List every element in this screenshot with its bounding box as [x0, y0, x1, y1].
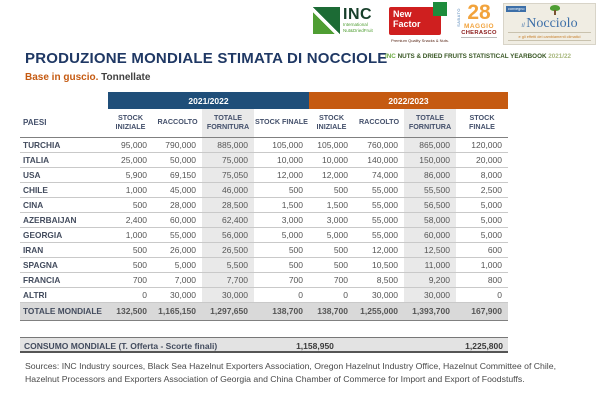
- column-header: STOCK FINALE: [254, 109, 309, 137]
- value-cell: 9,200: [404, 272, 456, 287]
- value-cell: 30,000: [354, 287, 404, 302]
- column-header: TOTALE FORNITURA: [404, 109, 456, 137]
- value-cell: 5,000: [456, 227, 508, 242]
- new-factor-box: [389, 7, 441, 35]
- value-cell: 500: [309, 182, 354, 197]
- table-row: [20, 212, 508, 227]
- value-cell: 28,500: [202, 197, 254, 212]
- value-cell: 0: [309, 287, 354, 302]
- value-cell: 5,000: [153, 257, 202, 272]
- value-cell: 8,000: [456, 167, 508, 182]
- value-cell: 55,000: [354, 197, 404, 212]
- column-header: STOCK FINALE: [456, 109, 508, 137]
- inc-logo-name: INC: [343, 6, 373, 23]
- value-cell: 500: [108, 257, 153, 272]
- value-cell: 105,000: [254, 137, 309, 152]
- season-header-2021-2022: 2021/2022: [108, 92, 309, 109]
- value-cell: 55,000: [354, 227, 404, 242]
- value-cell: 69,150: [153, 167, 202, 182]
- value-cell: 7,000: [153, 272, 202, 287]
- column-header-row: [20, 109, 508, 137]
- sources-note: Sources: INC Industry sources, Black Sea Hazelnut Exporters Association, Oregon Hazelnut Industry Office, Hazelnut Committee of Chile, Hazelnut Processors and Exporters Association of Georgia and China Chamber of Commerce for Import and Export of Foodstuffs.: [25, 361, 556, 385]
- country-cell: CINA: [20, 197, 108, 212]
- value-cell: 25,000: [108, 152, 153, 167]
- value-cell: 0: [108, 287, 153, 302]
- yearbook-inc: INC: [385, 53, 398, 60]
- country-cell: GEORGIA: [20, 227, 108, 242]
- table-row: [20, 137, 508, 152]
- value-cell: 885,000: [202, 137, 254, 152]
- consumo-value-2021-2022: 1,158,950: [296, 341, 334, 351]
- consumo-mondiale-row: [20, 337, 508, 353]
- cherasco-divider: [461, 37, 497, 38]
- value-cell: 56,500: [404, 197, 456, 212]
- value-cell: 600: [456, 242, 508, 257]
- table-row: [20, 257, 508, 272]
- cherasco-day: SABATO: [455, 8, 461, 27]
- value-cell: 120,000: [456, 137, 508, 152]
- total-value-cell: 1,297,650: [202, 302, 254, 320]
- production-table: [20, 92, 508, 321]
- value-cell: 30,000: [404, 287, 456, 302]
- value-cell: 55,500: [404, 182, 456, 197]
- value-cell: 1,500: [254, 197, 309, 212]
- value-cell: 20,000: [456, 152, 508, 167]
- value-cell: 5,500: [202, 257, 254, 272]
- page-subtitle: [25, 72, 150, 83]
- value-cell: 700: [254, 272, 309, 287]
- value-cell: 700: [309, 272, 354, 287]
- value-cell: 10,000: [309, 152, 354, 167]
- new-factor-tagline: Premium Quality Snacks & Nuts.: [390, 38, 450, 43]
- total-value-cell: 138,700: [309, 302, 354, 320]
- value-cell: 75,050: [202, 167, 254, 182]
- new-factor-line2: Factor: [393, 18, 421, 29]
- total-value-cell: 138,700: [254, 302, 309, 320]
- country-cell: TURCHIA: [20, 137, 108, 152]
- total-label-cell: TOTALE MONDIALE: [20, 302, 108, 320]
- column-header: RACCOLTO: [354, 109, 404, 137]
- value-cell: 74,000: [354, 167, 404, 182]
- nocciolo-il: il: [521, 23, 527, 29]
- nocciolo-name: Nocciolo: [526, 16, 578, 31]
- inc-logo-icon: [313, 7, 340, 34]
- value-cell: 50,000: [153, 152, 202, 167]
- table-row: [20, 197, 508, 212]
- value-cell: 500: [254, 257, 309, 272]
- inc-logo-text: [343, 7, 373, 33]
- inc-logo-line1: International: [343, 22, 368, 28]
- table-row: [20, 152, 508, 167]
- new-factor-line1: New: [393, 9, 412, 19]
- country-cell: USA: [20, 167, 108, 182]
- yearbook-caption: [385, 53, 571, 60]
- value-cell: 12,500: [404, 242, 456, 257]
- value-cell: 500: [309, 257, 354, 272]
- value-cell: 1,000: [456, 257, 508, 272]
- country-cell: AZERBAIJAN: [20, 212, 108, 227]
- value-cell: 12,000: [354, 242, 404, 257]
- value-cell: 5,900: [108, 167, 153, 182]
- table-row: [20, 227, 508, 242]
- country-cell: IRAN: [20, 242, 108, 257]
- value-cell: 500: [254, 242, 309, 257]
- value-cell: 10,000: [254, 152, 309, 167]
- country-cell: ALTRI: [20, 287, 108, 302]
- country-cell: ITALIA: [20, 152, 108, 167]
- total-value-cell: 1,393,700: [404, 302, 456, 320]
- page-title: PRODUZIONE MONDIALE STIMATA DI NOCCIOLE: [25, 50, 388, 67]
- country-cell: SPAGNA: [20, 257, 108, 272]
- value-cell: 7,700: [202, 272, 254, 287]
- cherasco-date: 28: [467, 1, 491, 24]
- value-cell: 5,000: [254, 227, 309, 242]
- value-cell: 2,400: [108, 212, 153, 227]
- country-cell: CHILE: [20, 182, 108, 197]
- value-cell: 8,500: [354, 272, 404, 287]
- total-row: [20, 302, 508, 320]
- table-row: [20, 287, 508, 302]
- country-cell: FRANCIA: [20, 272, 108, 287]
- nocciolo-logo: [503, 3, 596, 45]
- season-header-2022-2023: 2022/2023: [309, 92, 508, 109]
- column-header: STOCK INIZIALE: [108, 109, 153, 137]
- nocciolo-badge: convegno: [508, 7, 525, 11]
- value-cell: 62,400: [202, 212, 254, 227]
- value-cell: 12,000: [254, 167, 309, 182]
- value-cell: 3,000: [254, 212, 309, 227]
- value-cell: 58,000: [404, 212, 456, 227]
- value-cell: 5,000: [309, 227, 354, 242]
- value-cell: 1,000: [108, 227, 153, 242]
- value-cell: 60,000: [153, 212, 202, 227]
- value-cell: 30,000: [202, 287, 254, 302]
- column-header: STOCK INIZIALE: [309, 109, 354, 137]
- value-cell: 500: [108, 242, 153, 257]
- total-value-cell: 167,900: [456, 302, 508, 320]
- column-header: RACCOLTO: [153, 109, 202, 137]
- value-cell: 5,000: [456, 197, 508, 212]
- table-row: [20, 167, 508, 182]
- value-cell: 105,000: [309, 137, 354, 152]
- value-cell: 0: [254, 287, 309, 302]
- column-header-paesi: PAESI: [20, 109, 108, 137]
- value-cell: 75,000: [202, 152, 254, 167]
- value-cell: 150,000: [404, 152, 456, 167]
- value-cell: 46,000: [202, 182, 254, 197]
- value-cell: 1,000: [108, 182, 153, 197]
- cherasco-event-logo: [456, 3, 502, 47]
- value-cell: 0: [456, 287, 508, 302]
- inc-logo: [313, 7, 373, 34]
- yearbook-text: NUTS & DRIED FRUITS STATISTICAL YEARBOOK: [397, 53, 549, 60]
- column-header: TOTALE FORNITURA: [202, 109, 254, 137]
- value-cell: 55,000: [153, 227, 202, 242]
- value-cell: 86,000: [404, 167, 456, 182]
- total-value-cell: 1,165,150: [153, 302, 202, 320]
- inc-logo-line2: Nut&DriedFruit: [343, 27, 373, 33]
- value-cell: 60,000: [404, 227, 456, 242]
- table-row: [20, 242, 508, 257]
- consumo-value-2022-2023: 1,225,800: [465, 341, 503, 351]
- value-cell: 790,000: [153, 137, 202, 152]
- value-cell: 12,000: [309, 167, 354, 182]
- value-cell: 95,000: [108, 137, 153, 152]
- table-row: [20, 182, 508, 197]
- value-cell: 55,000: [354, 182, 404, 197]
- value-cell: 45,000: [153, 182, 202, 197]
- value-cell: 26,500: [202, 242, 254, 257]
- season-blank-cell: [20, 92, 108, 109]
- value-cell: 55,000: [354, 212, 404, 227]
- value-cell: 56,000: [202, 227, 254, 242]
- nocciolo-name-row: [504, 15, 595, 31]
- total-value-cell: 132,500: [108, 302, 153, 320]
- yearbook-year: 2021/22: [548, 53, 572, 60]
- cherasco-month: MAGGIO: [463, 22, 495, 30]
- value-cell: 1,500: [309, 197, 354, 212]
- tree-icon: [550, 5, 560, 15]
- consumo-label: CONSUMO MONDIALE (T. Offerta - Scorte finali): [24, 341, 218, 351]
- subtitle-rest: Tonnellate: [98, 72, 151, 83]
- value-cell: 800: [456, 272, 508, 287]
- subtitle-accent: Base in guscio.: [25, 72, 99, 83]
- value-cell: 500: [254, 182, 309, 197]
- season-header-row: [20, 92, 508, 109]
- nocciolo-tagline: e gli effetti dei cambiamenti climatici: [508, 32, 591, 41]
- value-cell: 11,000: [404, 257, 456, 272]
- value-cell: 865,000: [404, 137, 456, 152]
- value-cell: 2,500: [456, 182, 508, 197]
- value-cell: 500: [108, 197, 153, 212]
- value-cell: 30,000: [153, 287, 202, 302]
- value-cell: 500: [309, 242, 354, 257]
- new-factor-logo: [389, 7, 451, 43]
- table-row: [20, 272, 508, 287]
- value-cell: 26,000: [153, 242, 202, 257]
- value-cell: 10,500: [354, 257, 404, 272]
- total-value-cell: 1,255,000: [354, 302, 404, 320]
- value-cell: 140,000: [354, 152, 404, 167]
- value-cell: 760,000: [354, 137, 404, 152]
- new-factor-green-square-icon: [433, 2, 447, 16]
- cherasco-city: CHERASCO: [461, 29, 497, 36]
- value-cell: 5,000: [456, 212, 508, 227]
- value-cell: 3,000: [309, 212, 354, 227]
- value-cell: 28,000: [153, 197, 202, 212]
- value-cell: 700: [108, 272, 153, 287]
